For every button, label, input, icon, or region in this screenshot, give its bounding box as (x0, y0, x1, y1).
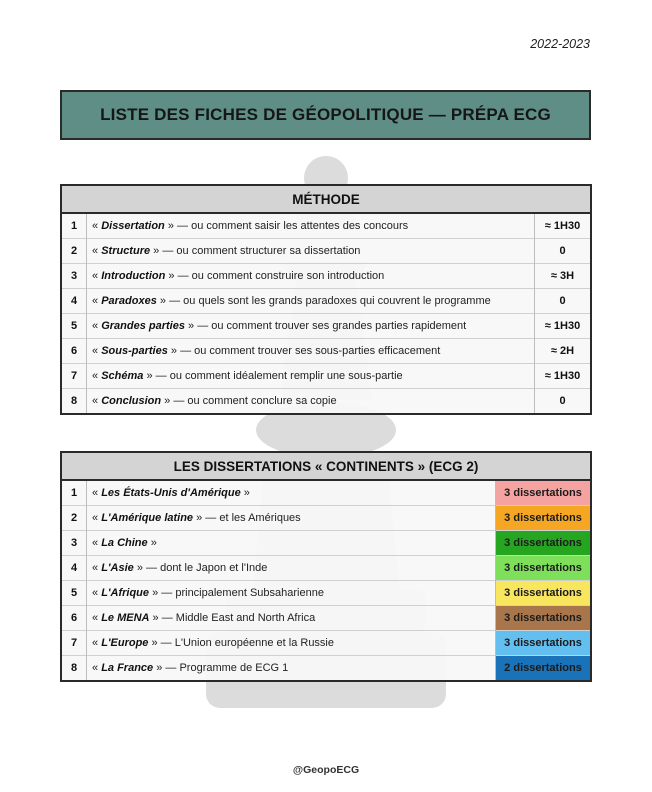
row-duration: ≈ 1H30 (535, 213, 592, 239)
row-title: Dissertation (101, 220, 165, 232)
row-dissertation-count: 3 dissertations (496, 556, 592, 581)
methode-header: MÉTHODE (61, 185, 591, 213)
table-row (61, 364, 591, 389)
row-number: 5 (61, 581, 87, 606)
row-title: L'Afrique (101, 587, 150, 599)
row-description: « Grandes parties » — ou comment trouver ses grandes parties rapidement (87, 314, 535, 339)
row-description: « La Chine » (87, 531, 496, 556)
row-number: 8 (61, 389, 87, 415)
continents-table (60, 451, 592, 682)
row-subtitle: ou comment construire son introduction (191, 270, 385, 282)
table-row (61, 606, 591, 631)
row-dissertation-count: 3 dissertations (496, 631, 592, 656)
row-number: 1 (61, 213, 87, 239)
row-number: 3 (61, 264, 87, 289)
table-row (61, 631, 591, 656)
continents-header: LES DISSERTATIONS « CONTINENTS » (ECG 2) (61, 452, 591, 480)
row-duration: ≈ 1H30 (535, 364, 592, 389)
row-title: L'Asie (101, 562, 134, 574)
table-row (61, 656, 591, 682)
row-description: « La France » — Programme de ECG 1 (87, 656, 496, 682)
row-title: Le MENA (101, 612, 150, 624)
row-number: 2 (61, 506, 87, 531)
page-title: LISTE DES FICHES DE GÉOPOLITIQUE — PRÉPA ECG (100, 105, 551, 124)
table-row (61, 264, 591, 289)
row-number: 4 (61, 556, 87, 581)
row-title: Conclusion (101, 395, 162, 407)
row-title: Les États-Unis d'Amérique (101, 487, 241, 499)
row-dissertation-count: 3 dissertations (496, 480, 592, 506)
row-number: 5 (61, 314, 87, 339)
row-description: « Introduction » — ou comment construire son introduction (87, 264, 535, 289)
row-subtitle: ou comment idéalement remplir une sous-partie (169, 370, 403, 382)
row-description: « Le MENA » — Middle East and North Africa (87, 606, 496, 631)
row-duration: 0 (535, 289, 592, 314)
row-number: 1 (61, 480, 87, 506)
table-row (61, 239, 591, 264)
row-title: Sous-parties (101, 345, 168, 357)
row-subtitle: dont le Japon et l'Inde (160, 562, 268, 574)
row-description: « Dissertation » — ou comment saisir les attentes des concours (87, 213, 535, 239)
row-description: « Conclusion » — ou comment conclure sa copie (87, 389, 535, 415)
row-subtitle: et les Amériques (219, 512, 301, 524)
row-description: « L'Amérique latine » — et les Amériques (87, 506, 496, 531)
row-subtitle: L'Union européenne et la Russie (174, 637, 334, 649)
row-number: 8 (61, 656, 87, 682)
row-title: Introduction (101, 270, 166, 282)
row-subtitle: ou comment trouver ses grandes parties rapidement (211, 320, 467, 332)
row-number: 7 (61, 631, 87, 656)
table-row (61, 506, 591, 531)
row-subtitle: ou comment conclure sa copie (187, 395, 337, 407)
row-duration: ≈ 3H (535, 264, 592, 289)
row-duration: ≈ 1H30 (535, 314, 592, 339)
row-description: « L'Europe » — L'Union européenne et la Russie (87, 631, 496, 656)
row-dissertation-count: 3 dissertations (496, 506, 592, 531)
table-row (61, 289, 591, 314)
table-row (61, 339, 591, 364)
row-description: « L'Asie » — dont le Japon et l'Inde (87, 556, 496, 581)
row-description: « L'Afrique » — principalement Subsaharienne (87, 581, 496, 606)
table-row (61, 480, 591, 506)
footer-handle: @GeopoECG (292, 764, 360, 776)
row-description: « Schéma » — ou comment idéalement remplir une sous-partie (87, 364, 535, 389)
table-row (61, 389, 591, 415)
row-title: L'Amérique latine (101, 512, 194, 524)
row-dissertation-count: 3 dissertations (496, 581, 592, 606)
row-dissertation-count: 2 dissertations (496, 656, 592, 682)
row-description: « Sous-parties » — ou comment trouver ses sous-parties efficacement (87, 339, 535, 364)
row-description: « Structure » — ou comment structurer sa dissertation (87, 239, 535, 264)
row-number: 6 (61, 339, 87, 364)
row-title: Schéma (101, 370, 144, 382)
row-subtitle: Programme de ECG 1 (179, 662, 289, 674)
row-dissertation-count: 3 dissertations (496, 606, 592, 631)
row-duration: 0 (535, 389, 592, 415)
table-row (61, 531, 591, 556)
row-number: 4 (61, 289, 87, 314)
table-row (61, 314, 591, 339)
methode-table (60, 184, 592, 415)
row-number: 7 (61, 364, 87, 389)
row-duration: ≈ 2H (535, 339, 592, 364)
row-subtitle: Middle East and North Africa (175, 612, 316, 624)
row-dissertation-count: 3 dissertations (496, 531, 592, 556)
row-title: La France (101, 662, 154, 674)
row-subtitle: ou quels sont les grands paradoxes qui couvrent le programme (183, 295, 491, 307)
row-subtitle: principalement Subsaharienne (175, 587, 324, 599)
row-description: « Les États-Unis d'Amérique » (87, 480, 496, 506)
row-subtitle: ou comment trouver ses sous-parties efficacement (194, 345, 441, 357)
row-title: L'Europe (101, 637, 149, 649)
table-row (61, 556, 591, 581)
row-title: Paradoxes (101, 295, 157, 307)
row-subtitle: ou comment structurer sa dissertation (176, 245, 361, 257)
page-title-banner (60, 90, 591, 140)
table-row (61, 213, 591, 239)
row-title: Structure (101, 245, 151, 257)
row-title: La Chine (101, 537, 148, 549)
row-number: 3 (61, 531, 87, 556)
row-duration: 0 (535, 239, 592, 264)
row-subtitle: ou comment saisir les attentes des concours (191, 220, 409, 232)
school-year: 2022-2023 (530, 37, 590, 51)
table-row (61, 581, 591, 606)
row-number: 6 (61, 606, 87, 631)
row-description: « Paradoxes » — ou quels sont les grands paradoxes qui couvrent le programme (87, 289, 535, 314)
row-title: Grandes parties (101, 320, 185, 332)
row-number: 2 (61, 239, 87, 264)
